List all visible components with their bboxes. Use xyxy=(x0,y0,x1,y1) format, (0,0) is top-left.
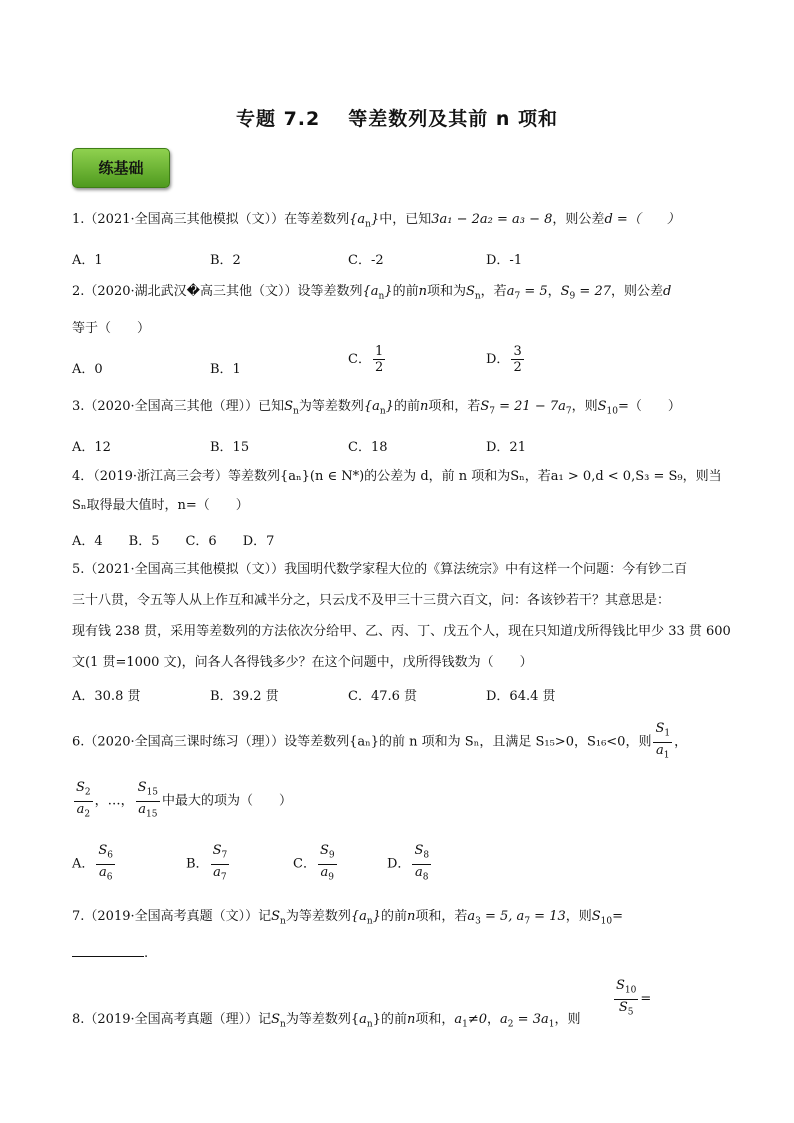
question-7: 7.（2019·全国高考真题（文））记$S_n$为等差数列$\{a_n\}$的前n项和，若$a_3 = 5$, $a_7 = 13$，则$S_{10}=$ xyxy=(72,909,624,927)
q6-option-c[interactable]: C． $\frac{S_9}{a_9}$ xyxy=(293,843,335,883)
q6-option-b[interactable]: B． $\frac{S_7}{a_7}$ xyxy=(186,843,228,883)
question-6-line2: $\frac{S_2}{a_2}$ ，…， $\frac{S_{15}}{a_{15}}$ 中最大的项为（ ） xyxy=(76,780,293,820)
q2-option-c[interactable]: C． $\frac{1}{2}$ xyxy=(348,344,384,375)
q3-option-a[interactable]: A．12 xyxy=(72,440,111,455)
q2-option-b[interactable]: B．1 xyxy=(210,362,241,377)
question-5-line3: 现有钱 238 贯，采用等差数列的方法依次分给甲、乙、丙、丁、戊五个人，现在只知道戊所得钱比甲少 33 贯 600 xyxy=(72,624,731,639)
q7-answer-blank[interactable]: . xyxy=(72,945,148,963)
q6-option-a[interactable]: A． $\frac{S_6}{a_6}$ xyxy=(72,843,114,883)
q6-option-d[interactable]: D． $\frac{S_8}{a_8}$ xyxy=(387,843,430,883)
question-3: 3.（2020·全国高三其他（理））已知$S_n$为等差数列$\{a_n\}$的前n项和，若$S_7 = 21 - 7a_7$，则$S_{10}=$（ ） xyxy=(72,399,681,417)
q1-option-a[interactable]: A．1 xyxy=(72,253,103,268)
q2-option-a[interactable]: A．0 xyxy=(72,362,103,377)
q5-option-c[interactable]: C．47.6 贯 xyxy=(348,689,418,704)
question-5: 5.（2021·全国高三其他模拟（文））我国明代数学家程大位的《算法统宗》中有这样一个问题：今有钞二百 xyxy=(72,562,688,577)
q3-option-c[interactable]: C．18 xyxy=(348,440,388,455)
question-5-line2: 三十八贯，令五等人从上作互和减半分之，只云戊不及甲三十三贯六百文，问：各该钞若干？其意思是： xyxy=(72,593,671,608)
q1-option-c[interactable]: C．-2 xyxy=(348,253,384,268)
question-6: 6.（2020·全国高三课时练习（理））设等差数列{aₙ}的前 n 项和为 Sₙ，且满足 S₁₅>0，S₁₆<0，则 $\frac{S_1}{a_1}$ ， xyxy=(72,721,688,761)
question-4: 4．（2019·浙江高三会考）等差数列{aₙ}(n ∈ N*)的公差为 d，前 n 项和为Sₙ，若a₁ > 0,d < 0,S₃ = S₉，则当 xyxy=(72,469,722,484)
q2-option-d[interactable]: D． $\frac{3}{2}$ xyxy=(486,344,522,375)
q3-option-d[interactable]: D．21 xyxy=(486,440,526,455)
page-title: 专题 7.2 等差数列及其前 n 项和 xyxy=(235,108,559,130)
q5-option-d[interactable]: D．64.4 贯 xyxy=(486,689,556,704)
question-2: 2.（2020·湖北武汉�高三其他（文））设等差数列$\{a_n\}$的前n项和为$S_n$，若$a_7 = 5$，$S_9 = 27$，则公差d xyxy=(72,284,672,302)
q4-options[interactable]: A．4 B．5 C．6 D．7 xyxy=(72,534,275,549)
question-2-line2: 等于（ ） xyxy=(72,321,151,336)
question-1: 1.（2021·全国高三其他模拟（文））在等差数列$\{a_n\}$中，已知3a₁ − 2a₂ = a₃ − 8，则公差d =（ ） xyxy=(72,212,680,230)
question-4-line2: Sₙ取得最大值时，n=（ ） xyxy=(72,498,249,513)
q8-fraction: $\frac{S_{10}}{S_5}$ = xyxy=(616,978,652,1018)
question-8: 8.（2019·全国高考真题（理））记$S_n$为等差数列$\{a_n\}$的前n项和，$a_1\ne 0$，$a_2 = 3a_1$，则 xyxy=(72,1012,581,1030)
q1-option-b[interactable]: B．2 xyxy=(210,253,241,268)
q5-option-b[interactable]: B．39.2 贯 xyxy=(210,689,279,704)
q5-option-a[interactable]: A．30.8 贯 xyxy=(72,689,141,704)
section-badge: 练基础 xyxy=(72,148,170,188)
question-5-line4: 文(1 贯=1000 文)，问各人各得钱多少？在这个问题中，戊所得钱数为（ ） xyxy=(72,655,533,670)
q3-option-b[interactable]: B．15 xyxy=(210,440,250,455)
q1-option-d[interactable]: D．-1 xyxy=(486,253,523,268)
